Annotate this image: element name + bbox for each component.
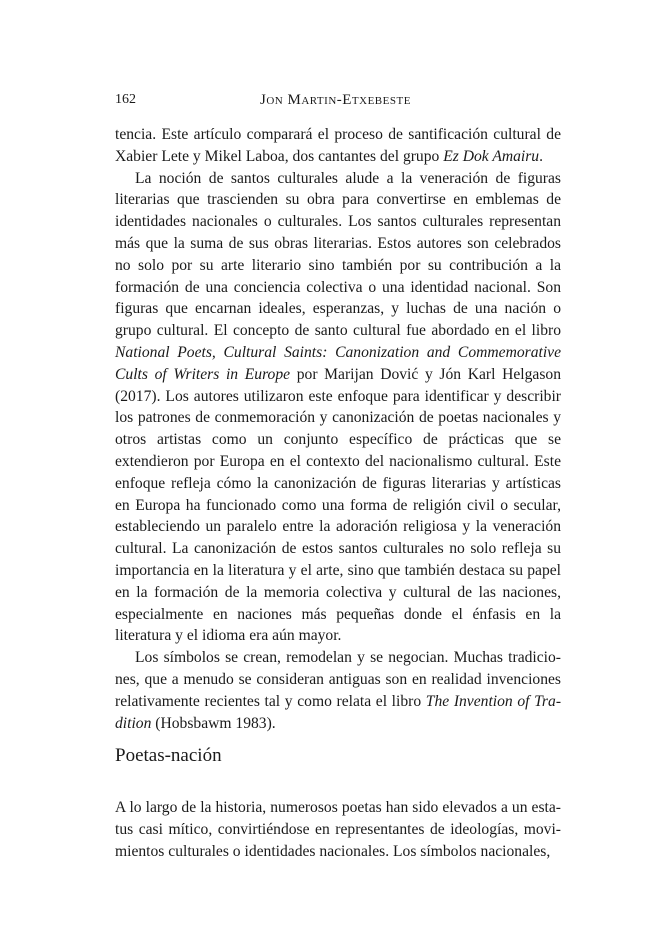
text-run: La noción de santos culturales alude a la veneración de figuras literarias que trascienden su obra para convertirse en emblemas de identidades nacionales o culturales. Los santos culturales representan más que la suma de sus obras literarias. Estos autores son celebrados no solo por su arte literario sino también por su contribución a la formación de una conciencia colectiva o una identidad nacional. Son figuras que encarnan ideales, esperanzas, y luchas de una nación o grupo cultural. El concepto de santo cultural fue abordado en el libro xyxy=(115,169,561,340)
running-head-author: Jon Martin-Etxebeste xyxy=(260,92,411,108)
italic-title: The Invention of Tradition xyxy=(115,692,562,732)
section-body xyxy=(115,797,561,862)
section-heading: Poetas-nación xyxy=(115,745,222,766)
page-header xyxy=(115,92,561,114)
italic-title: Ez Dok Amairu xyxy=(443,147,540,165)
paragraph xyxy=(115,168,561,648)
text-run: tencia. Este artículo comparará el proceso de santificación cultural de Xabier Lete y Mikel Laboa, dos cantantes del grupo xyxy=(115,126,561,165)
paragraph xyxy=(115,647,561,734)
text-run: . xyxy=(539,147,544,165)
paragraph xyxy=(115,797,561,862)
text-run: Los símbolos se crean, remodelan y se negocian. Muchas tradiciones, que a menudo se consideran antiguas son en realidad invenciones relativamente recientes tal y como relata el libro xyxy=(115,649,561,710)
body-text xyxy=(115,124,561,734)
text-run: por Marijan Dović y Jón Karl Helgason (2017). Los autores utilizaron este enfoque para identificar y describir los patrones de conmemoración y canonización de poetas nacionales y otros artistas como un conjunto específico de prácticas que se extendieron por Europa en el contexto del nacionalismo cultural. Este enfoque refleja cómo la canonización de figuras literarias y artísticas en Europa ha funcionado como una forma de religión civil o secular, estableciendo un paralelo entre la adoración religiosa y la veneración cultural. La canonización de estos santos culturales no solo refleja su importancia en la literatura y el arte, sino que también destaca su papel en la formación de la memoria colectiva y cultural de las naciones, especialmente en naciones más pequeñas donde el énfasis en la literatura y el idioma era aún mayor. xyxy=(115,365,562,645)
page-number: 162 xyxy=(115,92,136,107)
paragraph xyxy=(115,124,561,168)
text-run: (Hobsbawm 1983). xyxy=(151,714,276,732)
italic-title: National Poets, Cultural Saints: Canonization and Commemorative Cults of Writers in Europe xyxy=(115,343,561,383)
text-run: A lo largo de la historia, numerosos poetas han sido elevados a un estatus casi mítico, convirtiéndose en representantes de ideologías, movimientos culturales o identidades nacionales. Los símbolos nacionales, xyxy=(115,799,561,860)
